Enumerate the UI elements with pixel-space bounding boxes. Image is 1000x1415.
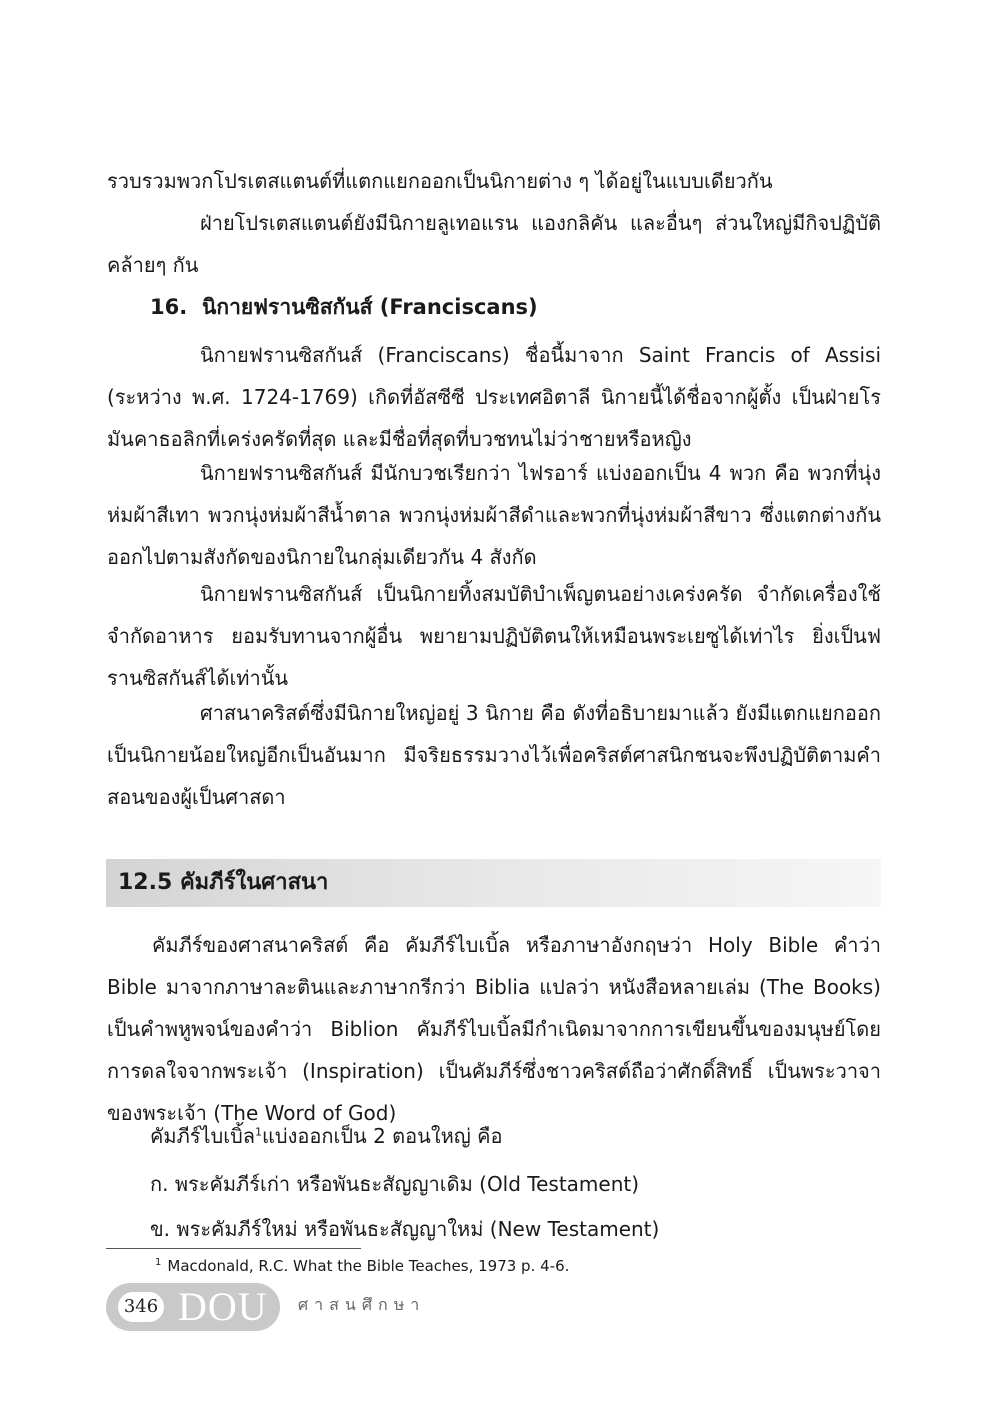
footer-badge: [106, 1283, 280, 1331]
footnote-marker: 1: [155, 1257, 162, 1268]
course-name: ศาสนศึกษา: [298, 1295, 426, 1314]
page-number: 346: [118, 1292, 164, 1322]
heading-number: 16.: [150, 295, 188, 319]
paragraph-christian-sects: ศาสนาคริสต์ซึ่งมีนิกายใหญ่อยู่ 3 นิกาย คือ ดังที่อธิบายมาแล้ว ยังมีแตกแยกออกเป็นนิกายน้อยใหญ่อีกเป็นอันมาก มีจริยธรรมวางไว้เพื่อคริสต์ศาสนิกชนจะพึงปฏิบัติตามคำสอนของผู้เป็นศาสดา: [107, 701, 881, 809]
footnote-text: Macdonald, R.C. What the Bible Teaches, 1973 p. 4-6.: [167, 1257, 570, 1275]
paragraph-franciscans-friars: นิกายฟรานซิสกันส์ มีนักบวชเรียกว่า ไฟรอาร์ แบ่งออกเป็น 4 พวก คือ พวกที่นุ่งห่มผ้าสีเทา พวกนุ่งห่มผ้าสีน้ำตาล พวกนุ่งห่มผ้าสีดำและพวกที่นุ่งห่มผ้าสีขาว ซึ่งแตกต่างกันออกไปตามสังกัดของนิกายในกลุ่มเดียวกัน 4 สังกัด: [107, 461, 881, 569]
paragraph-bible-intro: คัมภีร์ของศาสนาคริสต์ คือ คัมภีร์ไบเบิ้ล หรือภาษาอังกฤษว่า Holy Bible คำว่า Bible มาจากภาษาละตินและภาษากรีกว่า Biblia แปลว่า หนังสือหลายเล่ม (The Books) เป็นคำพหูพจน์ของคำว่า Biblion คัมภีร์ไบเบิ้ลมีกำเนิดมาจากการเขียนขึ้นของมนุษย์โดยการดลใจจากพระเจ้า (Inspiration) เป็นคัมภีร์ซึ่งชาวคริสต์ถือว่าศักดิ์สิทธิ์ เป็นพระวาจาของพระเจ้า (The Word of God): [107, 933, 881, 1125]
heading-title: นิกายฟรานซิสกันส์ (Franciscans): [202, 295, 538, 319]
footnote-reference: 1: [255, 1125, 263, 1139]
paragraph-protestant-sects: ฝ่ายโปรเตสแตนต์ยังมีนิกายลูเทอแรน แองกลิคัน และอื่นๆ ส่วนใหญ่มีกิจปฏิบัติคล้ายๆ กัน: [107, 211, 881, 277]
footnote-divider: [106, 1248, 361, 1249]
list-item-old-testament: ก. พระคัมภีร์เก่า หรือพันธะสัญญาเดิม (Old Testament): [150, 1172, 640, 1196]
bible-division-text-rest: แบ่งออกเป็น 2 ตอนใหญ่ คือ: [262, 1124, 503, 1148]
section-title: 12.5 คัมภีร์ในศาสนา: [118, 870, 329, 895]
paragraph-bible-division: [150, 1115, 503, 1157]
paragraph-franciscans-origin: นิกายฟรานซิสกันส์ (Franciscans) ชื่อนี้มาจาก Saint Francis of Assisi (ระหว่าง พ.ศ. 1724-1769) เกิดที่อัสซีซี ประเทศอิตาลี นิกายนี้ได้ชื่อจากผู้ตั้ง เป็นฝ่ายโรมันคาธอลิกที่เคร่งครัดที่สุด และมีชื่อที่สุดที่บวชทนไม่ว่าชายหรือหญิง: [107, 343, 881, 451]
bible-division-text: คัมภีร์ไบเบิ้ล: [150, 1124, 256, 1148]
list-item-new-testament: ข. พระคัมภีร์ใหม่ หรือพันธะสัญญาใหม่ (New Testament): [150, 1217, 660, 1241]
footnote: [155, 1254, 569, 1278]
paragraph-protestant-continued: รวบรวมพวกโปรเตสแตนต์ที่แตกแยกออกเป็นนิกายต่าง ๆ ได้อยู่ในแบบเดียวกัน: [107, 169, 773, 193]
dou-logo: DOU: [178, 1284, 268, 1329]
paragraph-franciscans-practice: นิกายฟรานซิสกันส์ เป็นนิกายทิ้งสมบัติบำเพ็ญตนอย่างเคร่งครัด จำกัดเครื่องใช้จำกัดอาหาร ยอมรับทานจากผู้อื่น พยายามปฏิบัติตนให้เหมือนพระเยซูได้เท่าไร ยิ่งเป็นฟรานซิสกันส์ได้เท่านั้น: [107, 582, 881, 690]
section-header-bar: [106, 859, 881, 907]
heading-franciscans: [150, 286, 538, 328]
